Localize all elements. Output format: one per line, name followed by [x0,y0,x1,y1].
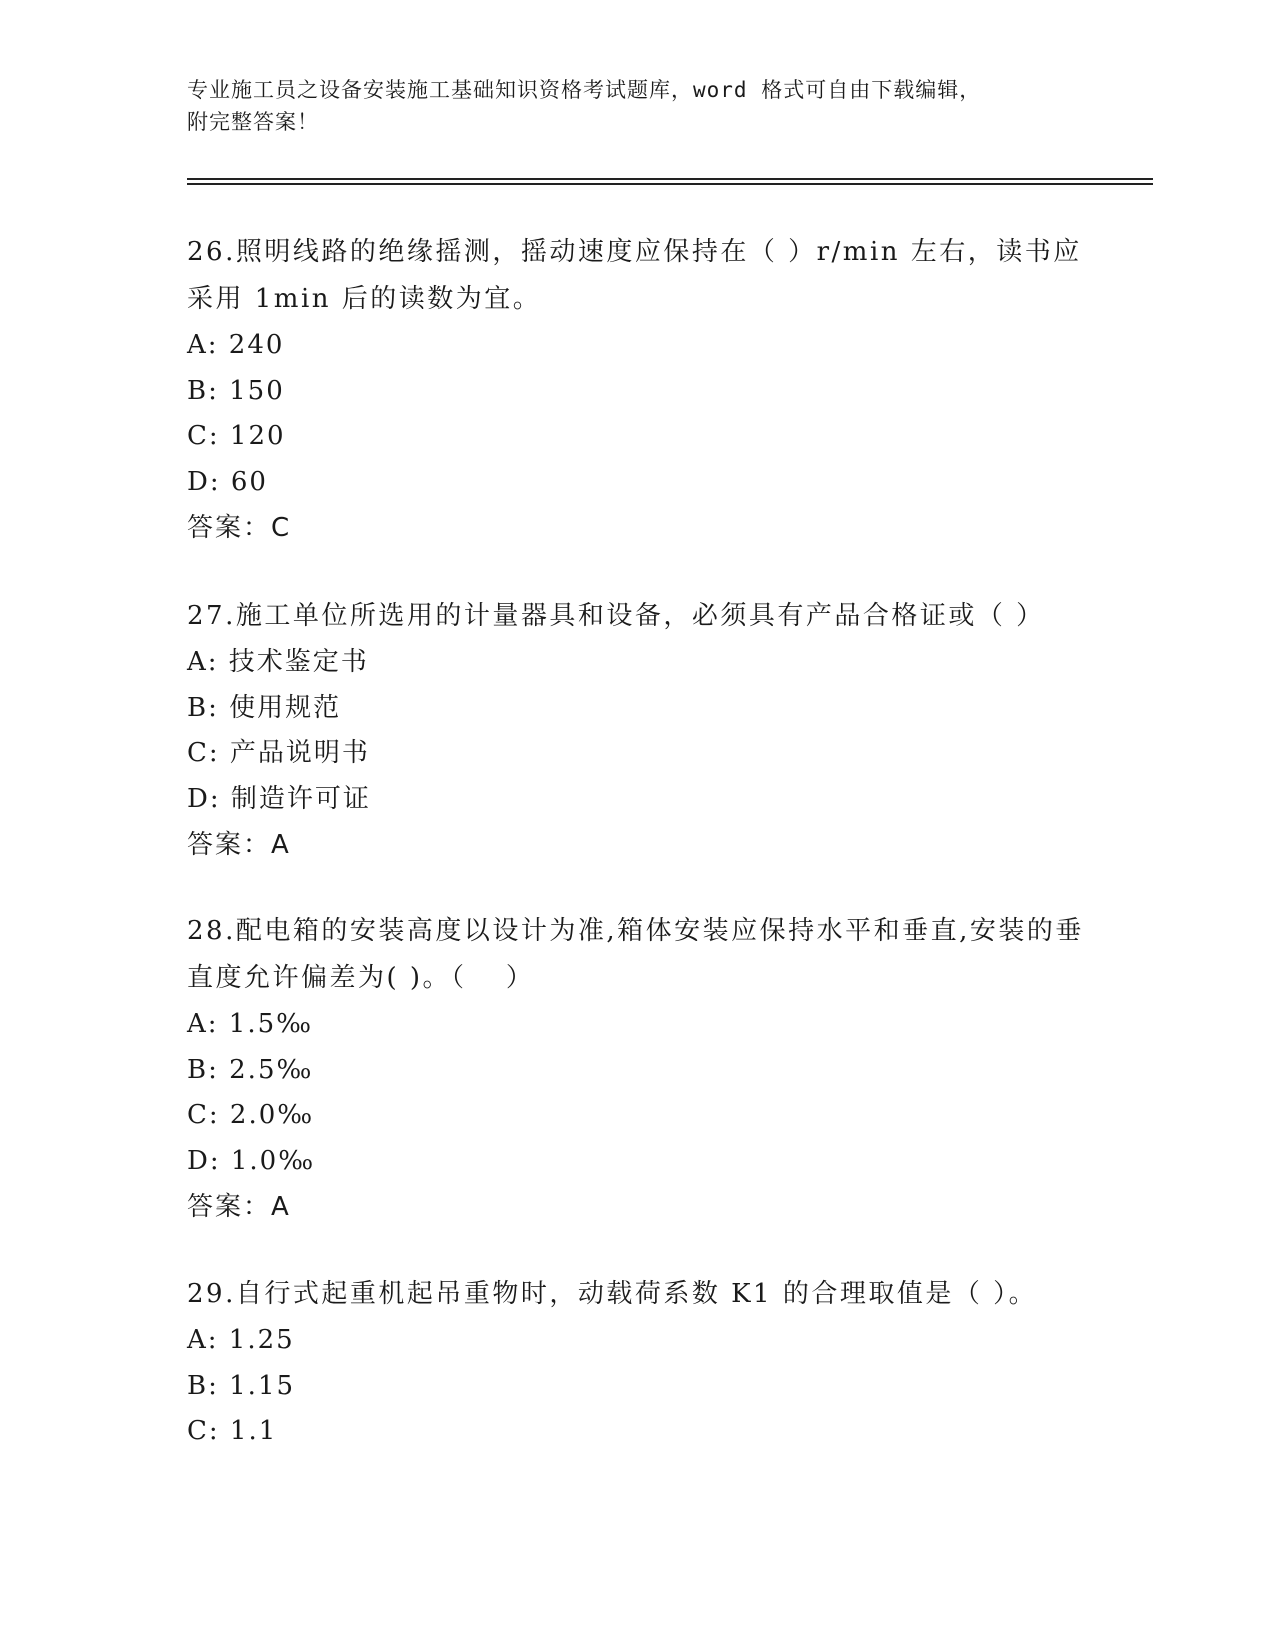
header-divider-bottom [187,183,1153,185]
header-divider-top [187,178,1153,180]
option-c: C: 产品说明书 [187,738,370,768]
question-29 [187,1271,1087,1455]
option-c: C: 120 [187,421,286,451]
option-d: D: 制造许可证 [187,783,371,814]
question-26 [187,229,1087,551]
option-c: C: 2.0‰ [187,1100,315,1130]
answer: 答案：A [187,1192,291,1222]
option-b: B: 2.5‰ [187,1054,314,1085]
question-stem: 29.自行式起重机起吊重物时，动载荷系数 K1 的合理取值是（ ）。 [187,1279,1038,1309]
option-b: B: 1.15 [187,1370,296,1401]
option-a: A: 1.25 [187,1325,295,1355]
answer: 答案：C [187,513,292,543]
answer: 答案：A [187,830,291,860]
question-28 [187,908,1087,1230]
option-d: D: 1.0‰ [187,1145,316,1176]
option-a: A: 240 [187,330,285,360]
question-stem: 28.配电箱的安装高度以设计为准,箱体安装应保持水平和垂直,安装的垂直度允许偏差为( )。（ ） [187,916,1084,993]
option-b: B: 150 [187,375,285,406]
question-stem: 26.照明线路的绝缘摇测，摇动速度应保持在（ ）r/min 左右，读书应采用 1min 后的读数为宜。 [187,237,1082,314]
option-c: C: 1.1 [187,1416,278,1446]
document-header: 专业施工员之设备安装施工基础知识资格考试题库，word 格式可自由下载编辑， 附完整答案！ [187,78,982,134]
option-a: A: 1.5‰ [187,1009,314,1039]
question-stem: 27.施工单位所选用的计量器具和设备，必须具有产品合格证或（ ） [187,601,1045,631]
option-d: D: 60 [187,466,268,497]
option-a: A: 技术鉴定书 [187,647,369,677]
question-27 [187,593,1087,868]
option-b: B: 使用规范 [187,692,342,723]
